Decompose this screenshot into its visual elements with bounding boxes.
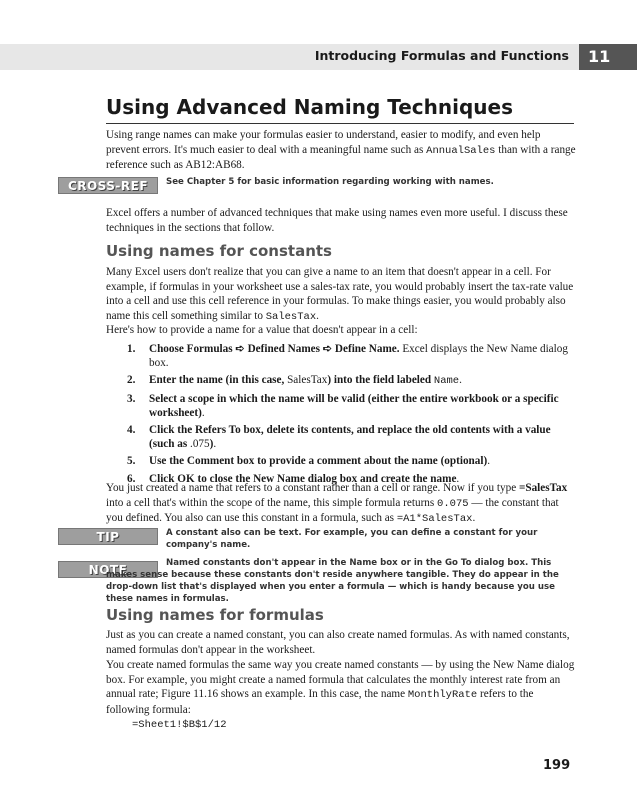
techniques-paragraph: Excel offers a number of advanced techniques that make using names even more useful. I discuss these techniques in the sections that follow. xyxy=(106,207,568,234)
step-item: 6. Click OK to close the New Name dialog box and create the name. xyxy=(127,472,460,485)
steps-list xyxy=(127,342,576,489)
cross-ref-label: CROSS-REF xyxy=(58,177,158,194)
section-title: Using Advanced Naming Techniques xyxy=(106,95,513,119)
constants-paragraph-1: Many Excel users don't realize that you can give a name to an item that doesn't appear in a cell. For example, if formulas in your worksheet use a sales-tax rate, you would probably insert the tax-rate value into a cell and use this cell reference in your formulas. To make things easier, you would probably also name this cell something similar to SalesTax. xyxy=(106,266,574,323)
step-item: 2. Enter the name (in this case, SalesTax) into the field labeled Name. xyxy=(127,374,462,388)
tip-label: TIP xyxy=(58,528,158,545)
step-item: 3. Select a scope in which the name will be valid (either the entire workbook or a specific worksheet). xyxy=(127,392,559,419)
constants-heading: Using names for constants xyxy=(106,242,332,260)
step-item: 4. Click the Refers To box, delete its contents, and replace the old contents with a value (such as .075). xyxy=(127,424,551,451)
constants-paragraph-3: You just created a name that refers to a constant rather than a cell or range. Now if you type =SalesTax into a cell that's within the scope of the name, this simple formula returns 0.075 — the constant that you defined. You also can use this constant in a formula, such as =A1*SalesTax. xyxy=(106,482,568,525)
page-number: 199 xyxy=(543,758,571,773)
tip-text: A constant also can be text. For example, you can define a constant for your company's name. xyxy=(166,528,538,550)
title-rule xyxy=(106,123,574,124)
chapter-number-badge: 11 xyxy=(579,44,637,70)
intro-paragraph: Using range names can make your formulas easier to understand, easier to modify, and even help prevent errors. It's much easier to deal with a meaningful name such as AnnualSales than with a range reference such as AB12:AB68. xyxy=(106,129,576,171)
note-label: NOTE xyxy=(58,561,158,578)
formulas-paragraph-1: Just as you can create a named constant, you can also create named formulas. As with named constants, named formulas don't appear in the worksheet. xyxy=(106,629,570,656)
running-header-title: Introducing Formulas and Functions xyxy=(314,48,569,63)
formula-example: =Sheet1!$B$1/12 xyxy=(132,719,227,731)
step-item: 1. Choose Formulas ➪ Defined Names ➪ Define Name. Excel displays the New Name dialog box. xyxy=(127,343,568,370)
constants-paragraph-2: Here's how to provide a name for a value that doesn't appear in a cell: xyxy=(106,324,418,336)
formulas-heading: Using names for formulas xyxy=(106,606,324,624)
note-text: Named constants don't appear in the Name box or in the Go To dialog box. This makes sense because these constants don't reside anywhere tangible. They do appear in the drop-down list that's displayed when you enter a formula — which is handy because you use these names in formulas. xyxy=(106,558,559,604)
cross-ref-text: See Chapter 5 for basic information regarding working with names. xyxy=(166,177,494,187)
formulas-paragraph-2: You create named formulas the same way you create named constants — by using the New Name dialog box. For example, you might create a named formula that calculates the monthly interest rate from an annual rate; Figure 11.16 shows an example. In this case, the name MonthlyRate refers to the following formula: xyxy=(106,659,575,716)
step-item: 5. Use the Comment box to provide a comment about the name (optional). xyxy=(127,455,490,468)
